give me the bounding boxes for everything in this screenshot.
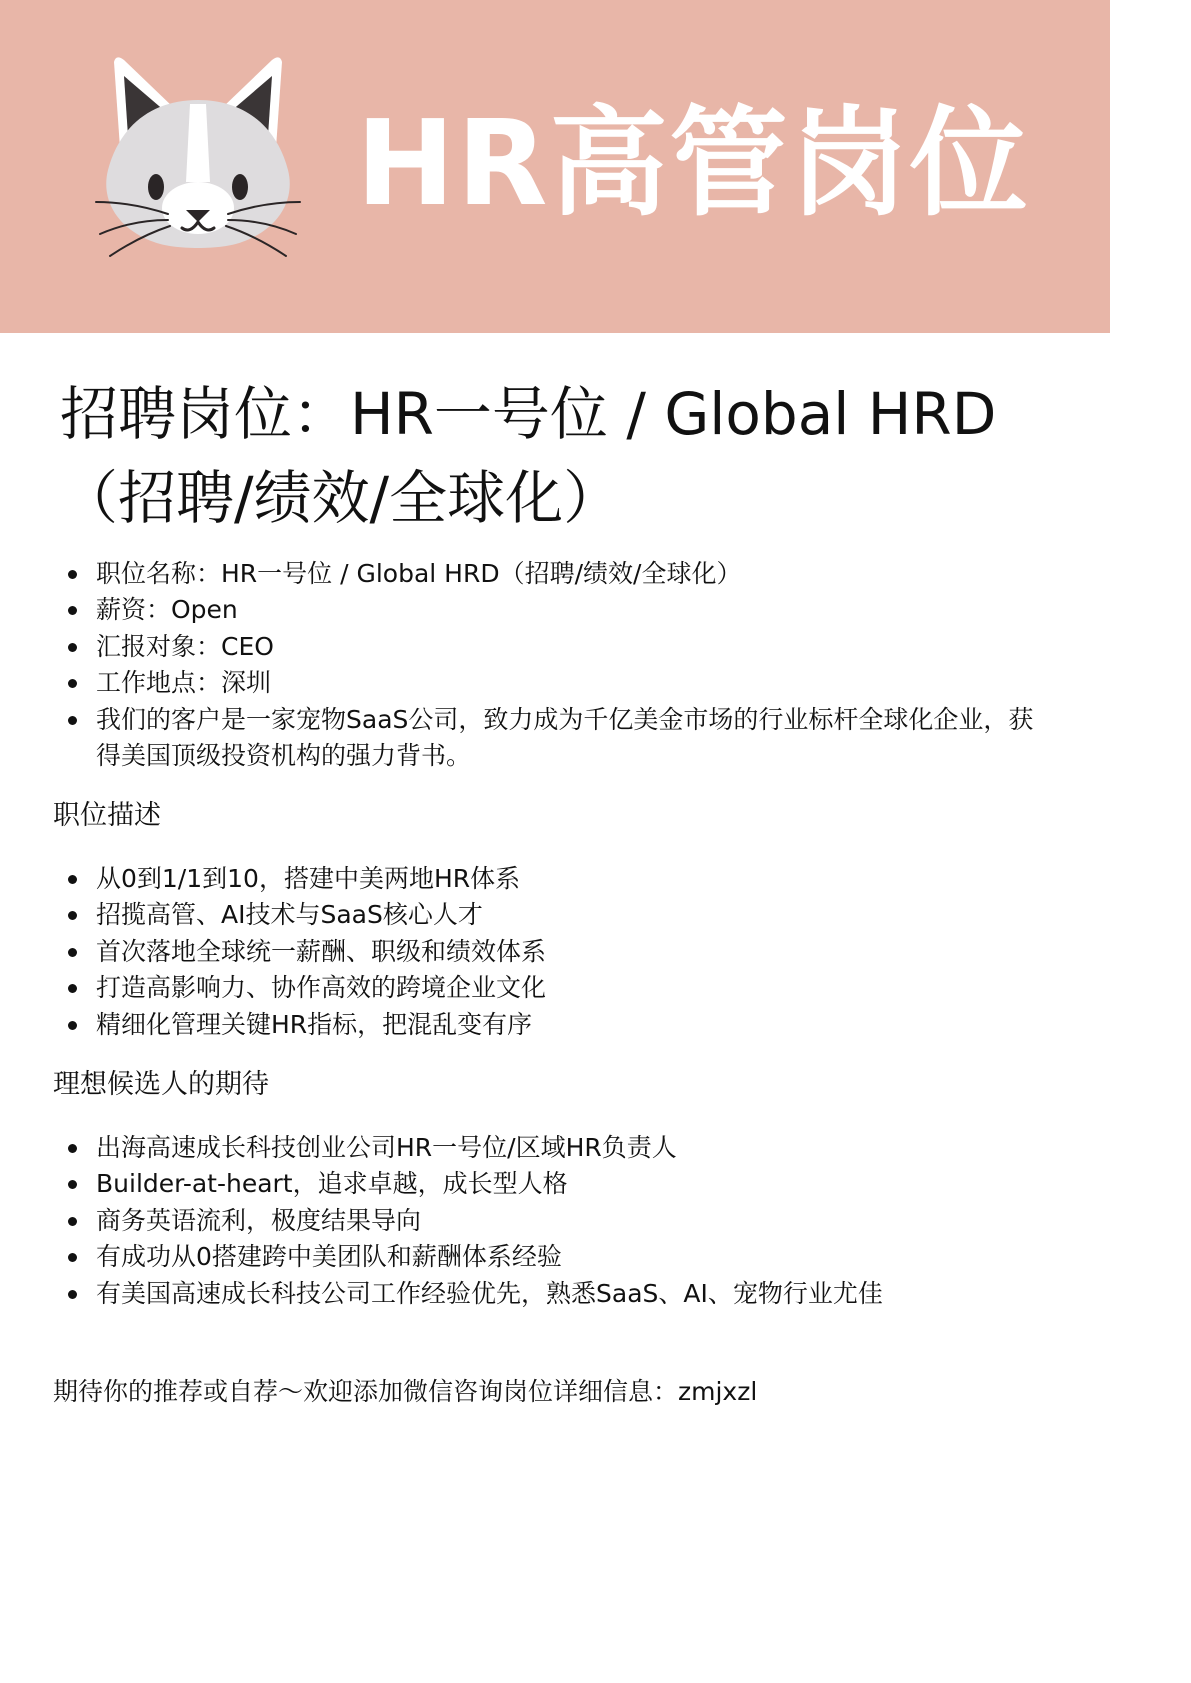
list-item: 出海高速成长科技创业公司HR一号位/区域HR负责人 (66, 1130, 1056, 1166)
summary-list (66, 556, 1056, 774)
list-item: 招揽高管、AI技术与SaaS核心人才 (66, 897, 1056, 933)
list-item: 首次落地全球统一薪酬、职级和绩效体系 (66, 934, 1056, 970)
job-title: 招聘岗位：HR一号位 / Global HRD（招聘/绩效/全球化） (60, 380, 997, 532)
list-item: 我们的客户是一家宠物SaaS公司，致力成为千亿美金市场的行业标杆全球化企业，获得美国顶级投资机构的强力背书。 (66, 702, 1056, 775)
list-item: 职位名称：HR一号位 / Global HRD（招聘/绩效/全球化） (66, 556, 1056, 592)
header-banner (0, 0, 1110, 333)
list-item: 精细化管理关键HR指标，把混乱变有序 (66, 1007, 1056, 1043)
list-item: 有美国高速成长科技公司工作经验优先，熟悉SaaS、AI、宠物行业尤佳 (66, 1276, 1056, 1312)
list-item: 打造高影响力、协作高效的跨境企业文化 (66, 970, 1056, 1006)
list-item: 汇报对象：CEO (66, 629, 1056, 665)
cat-face-icon (92, 52, 304, 264)
description-list (66, 861, 1056, 1043)
list-item: 商务英语流利，极度结果导向 (66, 1203, 1056, 1239)
list-item: 有成功从0搭建跨中美团队和薪酬体系经验 (66, 1239, 1056, 1275)
description-heading: 职位描述 (53, 800, 161, 831)
list-item: 薪资：Open (66, 592, 1056, 628)
candidate-list (66, 1130, 1056, 1312)
banner-title: HR高管岗位 (356, 94, 1030, 232)
list-item: Builder-at-heart，追求卓越，成长型人格 (66, 1166, 1056, 1202)
list-item: 从0到1/1到10，搭建中美两地HR体系 (66, 861, 1056, 897)
candidate-heading: 理想候选人的期待 (53, 1069, 269, 1100)
footer-contact: 期待你的推荐或自荐～欢迎添加微信咨询岗位详细信息：zmjxzl (53, 1377, 758, 1406)
list-item: 工作地点：深圳 (66, 665, 1056, 701)
